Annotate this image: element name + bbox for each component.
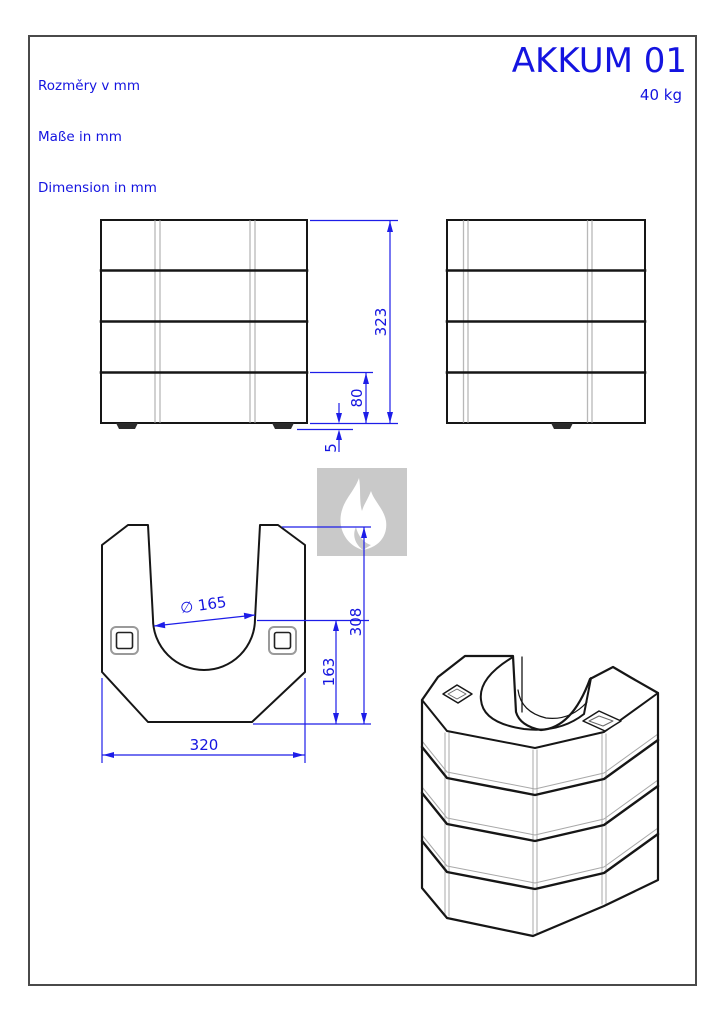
dim-text-5: 5: [322, 443, 340, 453]
side-view: [447, 220, 645, 429]
dim-text-323: 323: [372, 307, 390, 337]
product-title: AKKUM 01: [511, 41, 687, 81]
note-german: Maße in mm: [38, 129, 122, 145]
dim-text-diameter: ∅ 165: [179, 592, 228, 618]
dim-front-total-height: [372, 221, 393, 423]
isometric-view: [422, 656, 658, 936]
note-czech: Rozměry v mm: [38, 78, 140, 94]
dim-top-diameter: [154, 593, 255, 628]
dim-text-163: 163: [320, 657, 338, 687]
dim-text-308: 308: [347, 607, 365, 637]
dim-top-depth-center: [320, 620, 339, 724]
dim-front-bottom-layer: [348, 373, 369, 423]
dim-text-320: 320: [189, 736, 219, 754]
dim-top-width: [102, 736, 305, 758]
front-view: [101, 220, 307, 429]
side-foot: [551, 423, 573, 429]
dim-text-80: 80: [348, 388, 366, 408]
front-foot-right: [272, 423, 294, 429]
dim-top-depth-total: [347, 527, 367, 724]
front-dimensions: [297, 221, 398, 453]
dim-front-foot: [322, 403, 342, 453]
note-english: Dimension in mm: [38, 180, 157, 196]
watermark: [317, 468, 407, 556]
top-view: [102, 525, 305, 722]
front-foot-left: [116, 423, 138, 429]
top-outline: [102, 525, 305, 722]
product-weight: 40 kg: [639, 86, 682, 104]
